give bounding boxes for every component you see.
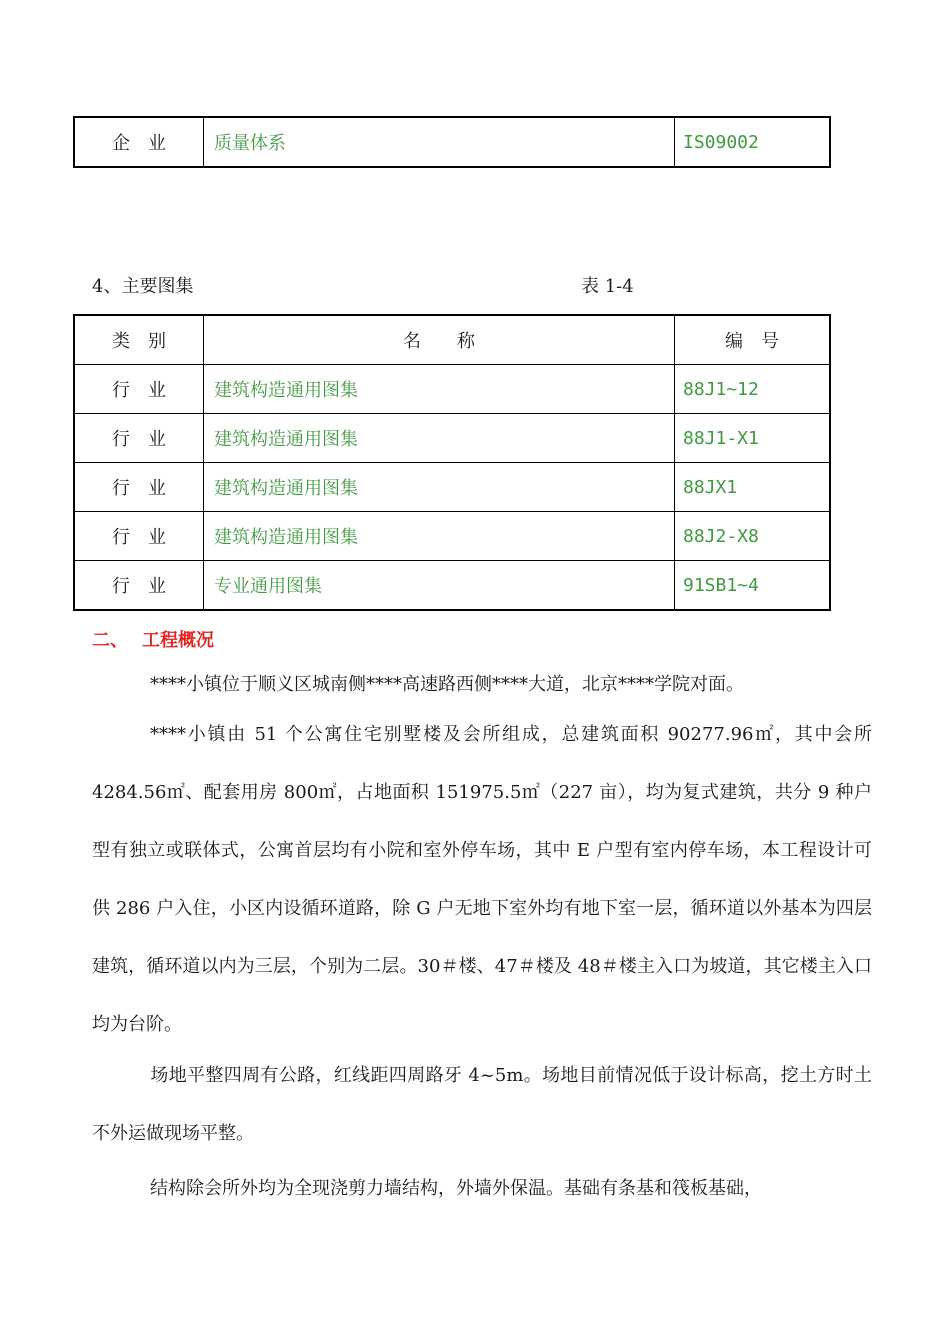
name-cell: 专业通用图集 [204, 561, 675, 611]
paragraph-text: ****小镇位于顺义区城南侧****高速路西侧****大道，北京****学院对面。 [150, 674, 744, 695]
code-cell: 88J2-X8 [675, 512, 831, 561]
main-drawings-table [73, 314, 831, 611]
name-cell: 建筑构造通用图集 [204, 365, 675, 414]
paragraph-text: ****小镇由 51 个公寓住宅别墅楼及会所组成，总建筑面积 90277.96㎡，其中会所 4284.56㎡、配套用房 800㎡，占地面积 151975.5㎡（227 亩），均为复式建筑，共分 9 种户型有独立或联体式，公寓首层均有小院和室外停车场，其中 E 户型有室内停车场，本工程设计可供 286 户入住，小区内设循环道路，除 G 户无地下室外均有地下室一层，循环道以外基本为四层建筑，循环道以内为三层，个别为二层。30＃楼、47＃楼及 48＃楼主入口为坡道，其它楼主入口均为台阶。 [92, 724, 872, 1035]
code-cell: 91SB1~4 [675, 561, 831, 611]
category-cell: 行 业 [74, 561, 204, 611]
table-caption-title: 4、主要图集 [92, 276, 194, 297]
table-header-row [74, 315, 830, 365]
table-row [74, 463, 830, 512]
paragraph-overview [92, 706, 872, 1054]
category-cell: 行 业 [74, 512, 204, 561]
category-cell: 行 业 [74, 414, 204, 463]
name-cell: 建筑构造通用图集 [204, 414, 675, 463]
category-cell: 企 业 [74, 117, 204, 167]
name-cell: 质量体系 [204, 117, 675, 167]
section-heading [92, 626, 214, 652]
table-row [74, 117, 830, 167]
category-cell: 行 业 [74, 463, 204, 512]
code-cell: 88J1~12 [675, 365, 831, 414]
table-row [74, 561, 830, 611]
paragraph-text: 结构除会所外均为全现浇剪力墙结构，外墙外保温。基础有条基和筏板基础， [150, 1178, 762, 1199]
paragraph-location [92, 665, 872, 705]
code-cell: IS09002 [675, 117, 831, 167]
category-cell: 行 业 [74, 365, 204, 414]
table-row [74, 365, 830, 414]
table-row [74, 414, 830, 463]
table-row [74, 512, 830, 561]
paragraph-text: 场地平整四周有公路，红线距四周路牙 4~5m。场地目前情况低于设计标高，挖土方时土不外运做现场平整。 [92, 1065, 872, 1144]
code-cell: 88J1-X1 [675, 414, 831, 463]
paragraph-structure [92, 1160, 872, 1218]
header-code: 编 号 [675, 315, 831, 365]
section-title: 工程概况 [142, 630, 214, 651]
name-cell: 建筑构造通用图集 [204, 512, 675, 561]
code-cell: 88JX1 [675, 463, 831, 512]
table-caption-number: 表 1-4 [581, 276, 634, 297]
paragraph-site [92, 1047, 872, 1163]
header-name: 名 称 [204, 315, 675, 365]
name-cell: 建筑构造通用图集 [204, 463, 675, 512]
quality-system-table [73, 116, 831, 168]
header-category: 类 别 [74, 315, 204, 365]
section-number: 二、 [92, 630, 128, 651]
